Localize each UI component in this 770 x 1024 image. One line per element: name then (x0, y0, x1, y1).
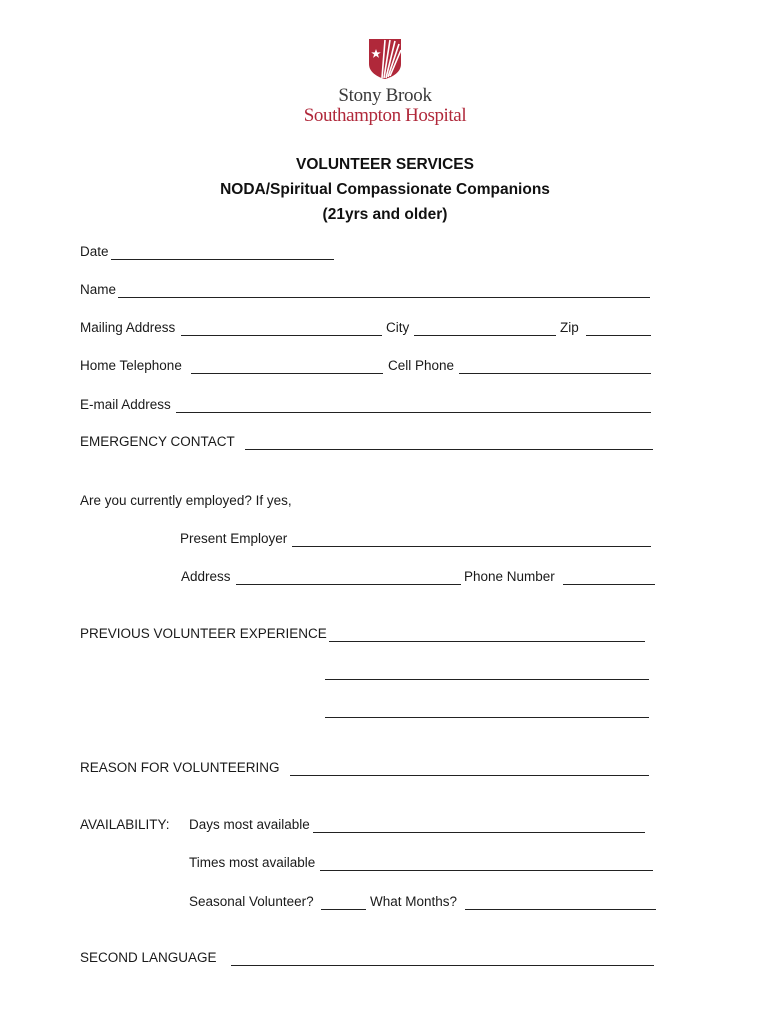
logo-text-stony-brook: Stony Brook (338, 85, 432, 106)
second-language-field[interactable] (231, 965, 654, 966)
what-months-field[interactable] (465, 909, 656, 910)
cell-phone-label: Cell Phone (388, 358, 455, 373)
cell-phone-field[interactable] (459, 373, 651, 374)
form-subtitle: NODA/Spiritual Compassionate Companions (220, 181, 550, 198)
date-label: Date (80, 244, 109, 259)
times-available-label: Times most available (189, 855, 316, 870)
home-telephone-field[interactable] (191, 373, 383, 374)
logo-text-southampton-hospital: Southampton Hospital (303, 105, 467, 126)
days-available-field[interactable] (313, 832, 645, 833)
shield-logo-icon (368, 38, 402, 80)
employer-address-field[interactable] (236, 584, 461, 585)
availability-label: AVAILABILITY: (80, 817, 170, 832)
times-available-field[interactable] (320, 870, 653, 871)
city-label: City (386, 320, 410, 335)
zip-label: Zip (560, 320, 579, 335)
date-field[interactable] (111, 259, 334, 260)
seasonal-volunteer-field[interactable] (321, 909, 366, 910)
previous-experience-field-1[interactable] (329, 641, 645, 642)
previous-experience-field-3[interactable] (325, 717, 649, 718)
present-employer-label: Present Employer (180, 531, 288, 546)
zip-field[interactable] (586, 335, 651, 336)
second-language-label: SECOND LANGUAGE (80, 950, 217, 965)
form-title: VOLUNTEER SERVICES (295, 156, 474, 173)
previous-experience-label: PREVIOUS VOLUNTEER EXPERIENCE (80, 626, 327, 641)
emergency-contact-field[interactable] (245, 449, 653, 450)
days-available-label: Days most available (189, 817, 310, 832)
home-telephone-label: Home Telephone (80, 358, 182, 373)
employment-question-row (80, 491, 680, 511)
employer-address-label: Address (181, 569, 231, 584)
hospital-logo (290, 38, 480, 130)
name-field[interactable] (118, 297, 650, 298)
previous-experience-field-2[interactable] (325, 679, 649, 680)
seasonal-volunteer-label: Seasonal Volunteer? (189, 894, 314, 909)
employment-question-label: Are you currently employed? If yes, (80, 493, 292, 508)
reason-field[interactable] (290, 775, 649, 776)
reason-label: REASON FOR VOLUNTEERING (80, 760, 280, 775)
emergency-contact-label: EMERGENCY CONTACT (80, 434, 235, 449)
email-field[interactable] (176, 412, 651, 413)
mailing-address-field[interactable] (181, 335, 382, 336)
name-label: Name (80, 282, 117, 297)
form-age-requirement: (21yrs and older) (322, 206, 448, 223)
email-label: E-mail Address (80, 397, 171, 412)
city-field[interactable] (414, 335, 556, 336)
mailing-address-label: Mailing Address (80, 320, 176, 335)
employer-phone-label: Phone Number (464, 569, 555, 584)
present-employer-field[interactable] (292, 546, 651, 547)
what-months-label: What Months? (370, 894, 458, 909)
employer-phone-field[interactable] (563, 584, 655, 585)
form-title-block (0, 152, 770, 227)
